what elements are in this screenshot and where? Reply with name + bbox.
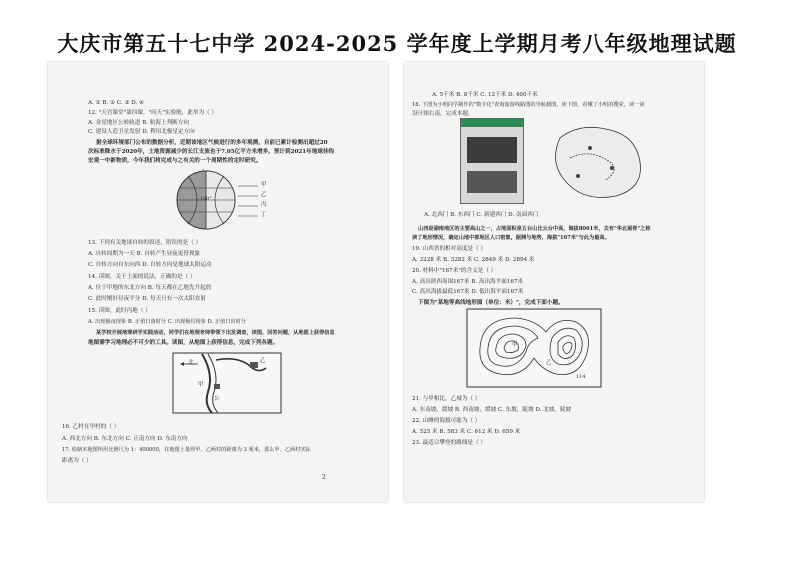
- text-line: A. 自转周期为一天 B. 自转产生昼夜更替现象: [88, 251, 201, 257]
- text-line: 设计图右南，完成本题。: [412, 111, 474, 117]
- text-line: 14. 读图，关于上面的说法，正确的是（ ）: [88, 274, 196, 280]
- text-line: 读了地形情况，确定山地中部地区人口密集，据测与地势，海拔"167米"与此为最高。: [412, 235, 610, 241]
- text-line: A. 高出陕西周围167米 B. 高出海平面167米: [412, 279, 524, 285]
- right-page: [404, 62, 704, 502]
- text-line: A. 3228 米 B. 3282 米 C. 2849 米 D. 2894 米: [412, 257, 535, 263]
- text-line: A. 金星地区公转轨道 B. 航海上判断方向: [88, 120, 189, 126]
- text-line: 18. 下图为小明同学制作的"数字化"查询旅游线路图的导航截图，读下图，看懂了小明的搜索，读一读: [412, 102, 645, 108]
- map-north-label: 北: [188, 360, 194, 366]
- text-line: A. 位于甲地的东北方向 B. 每天都在乙地先升起的: [88, 285, 212, 291]
- map-label-b: 乙: [260, 358, 266, 364]
- text-line: 22. 山峰的海拔可能为（ ）: [412, 418, 481, 424]
- text-line: C. 高出海拔最低167米 D. 低出海平面167米: [412, 289, 524, 295]
- text-line: 距离为（ ）: [62, 458, 92, 464]
- globe-label: -: [202, 166, 205, 173]
- text-line: 次标准降水于2020年，土地资源减少的长江支流也于7.05亿平方米增多。预计到2021年地球挂钩: [88, 149, 335, 155]
- page-title: 大庆市第五十七中学 2024-2025 学年度上学期月考八年级地理试题: [57, 31, 737, 56]
- globe-side-label: 甲: [261, 182, 267, 188]
- text-line: A. 东南坡，缓坡 B. 西南坡，缓坡 C. 东坡，陡坡 D. 北坡，陡坡: [412, 407, 572, 413]
- text-line: 地图需学习地理必不可少的工具。读图，从地图上获得信息，完成下列各题。: [88, 340, 279, 346]
- globe-figure: [166, 166, 276, 234]
- photo-thumbnail: [467, 137, 517, 163]
- text-line: 19. 山西省的相对高度是（ ）: [412, 246, 486, 252]
- contour-label: 114: [576, 374, 586, 380]
- text-line: C. 建设人造卫星发射 D. 利用北极星定方向: [88, 129, 195, 135]
- text-line: 某学校开展地理研学实践活动，同学们在地理老师带领下出发调查，读图，回答问题，从地图上获得信息: [96, 330, 335, 336]
- text-line: C. 自转方向自东向西 D. 自转方向是地球太阳运动: [88, 262, 212, 268]
- text-line: A. ① B. ② C. ③ D. ④: [88, 100, 145, 106]
- page-number: 2: [322, 474, 326, 481]
- photo-thumbnail: [467, 171, 517, 193]
- text-line: 16. 乙村在甲村的（ ）: [62, 424, 120, 430]
- phone-screenshot: [460, 118, 524, 204]
- text-line: 20. 材料中"167米"的含义是（ ）: [412, 268, 497, 274]
- contour-label: 甲: [512, 342, 518, 348]
- text-line: 13. 下列有关地球自转的叙述，错误的是（ ）: [88, 240, 202, 246]
- globe-side-label: 乙: [261, 192, 267, 198]
- text-line: A. 西北方向 B. 东北方向 C. 正南方向 D. 东南方向: [62, 436, 188, 442]
- route-map-figure: [540, 118, 652, 202]
- text-line: A. 5千米 B. 8千米 C. 12千米 D. 400千米: [432, 92, 538, 98]
- left-page: [48, 62, 388, 502]
- text-line: 15. 读图，此时丙地（ ）: [88, 308, 151, 314]
- text-line: A. 525 米 B. 583 米 C. 612 米 D. 659 米: [412, 429, 521, 435]
- text-line: 山西是湖南地区的主要高山之一，占地面积是五台山比云台中高，海拔8061米，去有"华北屋脊"之称: [418, 226, 651, 232]
- text-line: 17. 绘制本地图所用比例尺为 1：400000，在地图上量得甲、乙两村的距离为 3 厘米，那么甲、乙两村实际: [62, 447, 311, 453]
- text-line: 12. "天宫课堂"第四课，"问天"实验舱，此举为（ ）: [88, 110, 218, 116]
- text-line: A. 出现极夜现象 B. 正值日落时分 C. 出现极昼现象 D. 正值日出时分: [88, 319, 246, 325]
- text-line: 宏观一中新物质，今年我们将完成与之有关的一个周期性的定时研究。: [88, 158, 262, 164]
- text-line: 23. 最适合攀登的路线是（ ）: [412, 440, 486, 446]
- map-label-a: 甲: [198, 382, 204, 388]
- text-line: 据全球环境部门公布的数据分析，近期该地区气候进行的多年观测，自前已累计检测出超过20: [96, 140, 328, 146]
- text-line: A. 北西门 B. 东西门 C. 新建西门 D. 南面西门: [424, 212, 539, 218]
- globe-side-label: 丙: [261, 202, 267, 208]
- contour-label: 乙: [546, 360, 552, 366]
- globe-angle-label: -180°: [198, 196, 212, 202]
- text-line: C. 此时刚好昼夜平分 D. 每天只有一次太阳直射: [88, 296, 206, 302]
- text-line: 21. 与甲相比，乙城为（ ）: [412, 396, 481, 402]
- text-line: 下图为"某地等高线地形图（单位：米）"，完成下面小题。: [418, 300, 564, 306]
- app-header-bar: [461, 119, 523, 127]
- globe-side-label: 丁: [261, 212, 267, 218]
- map-label-c: 公: [214, 396, 220, 402]
